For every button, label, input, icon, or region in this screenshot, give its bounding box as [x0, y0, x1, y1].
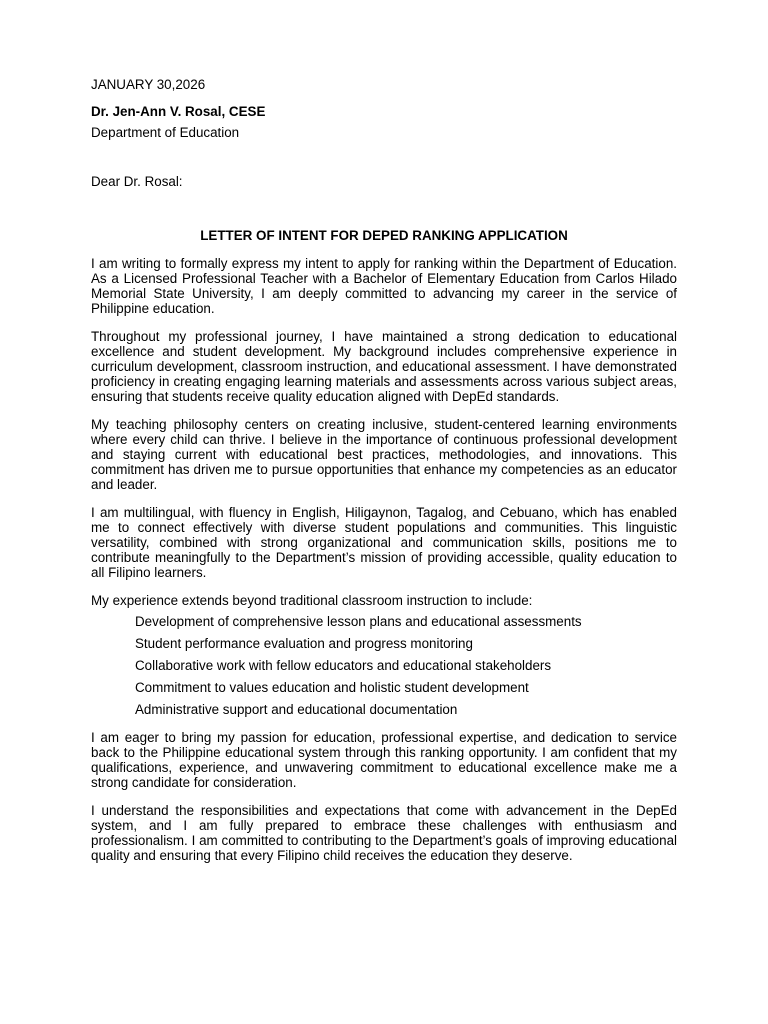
experience-intro: My experience extends beyond traditional classroom instruction to include: — [91, 593, 533, 608]
list-item: Administrative support and educational documentation — [135, 702, 458, 717]
list-item: Commitment to values education and holistic student development — [135, 680, 529, 695]
paragraph-responsibilities: I understand the responsibilities and expectations that come with advancement in the DepEd system, and I am fully prepared to embrace these challenges with enthusiasm and professionalism. I am committed to contributing to the Department’s goals of improving educational quality and ensuring that every Filipino child receives the education they deserve. — [91, 803, 677, 863]
letter-subject: LETTER OF INTENT FOR DEPED RANKING APPLICATION — [200, 228, 568, 243]
paragraph-multilingual: I am multilingual, with fluency in English, Hiligaynon, Tagalog, and Cebuano, which has enabled me to connect effectively with diverse student populations and communities. This linguistic versatility, combined with strong organizational and communication skills, positions me to contribute meaningfully to the Department’s mission of providing accessible, quality education to all Filipino learners. — [91, 505, 677, 580]
list-item: Development of comprehensive lesson plans and educational assessments — [135, 614, 582, 629]
list-item: Collaborative work with fellow educators and educational stakeholders — [135, 658, 552, 673]
letter-date: JANUARY 30,2026 — [91, 77, 206, 92]
paragraph-journey: Throughout my professional journey, I have maintained a strong dedication to educational excellence and student development. My background includes comprehensive experience in curriculum development, classroom instruction, and educational assessment. I have demonstrated proficiency in creating engaging learning materials and assessments across various subject areas, ensuring that students receive quality education aligned with DepEd standards. — [91, 329, 677, 404]
experience-list — [91, 614, 677, 717]
salutation: Dear Dr. Rosal: — [91, 174, 183, 189]
recipient-name: Dr. Jen-Ann V. Rosal, CESE — [91, 104, 266, 119]
paragraph-philosophy: My teaching philosophy centers on creating inclusive, student-centered learning environments where every child can thrive. I believe in the importance of continuous professional development and staying current with educational best practices, methodologies, and innovations. This commitment has driven me to pursue opportunities that enhance my competencies as an educator and leader. — [91, 417, 677, 492]
list-item: Student performance evaluation and progress monitoring — [135, 636, 473, 651]
letter-body — [91, 77, 677, 863]
paragraph-eager: I am eager to bring my passion for education, professional expertise, and dedication to service back to the Philippine educational system through this ranking opportunity. I am confident that my qualifications, experience, and unwavering commitment to educational excellence make me a strong candidate for consideration. — [91, 730, 677, 790]
paragraph-intent: I am writing to formally express my intent to apply for ranking within the Department of Education. As a Licensed Professional Teacher with a Bachelor of Elementary Education from Carlos Hilado Memorial State University, I am deeply committed to advancing my career in the service of Philippine education. — [91, 256, 677, 316]
recipient-department: Department of Education — [91, 125, 240, 140]
